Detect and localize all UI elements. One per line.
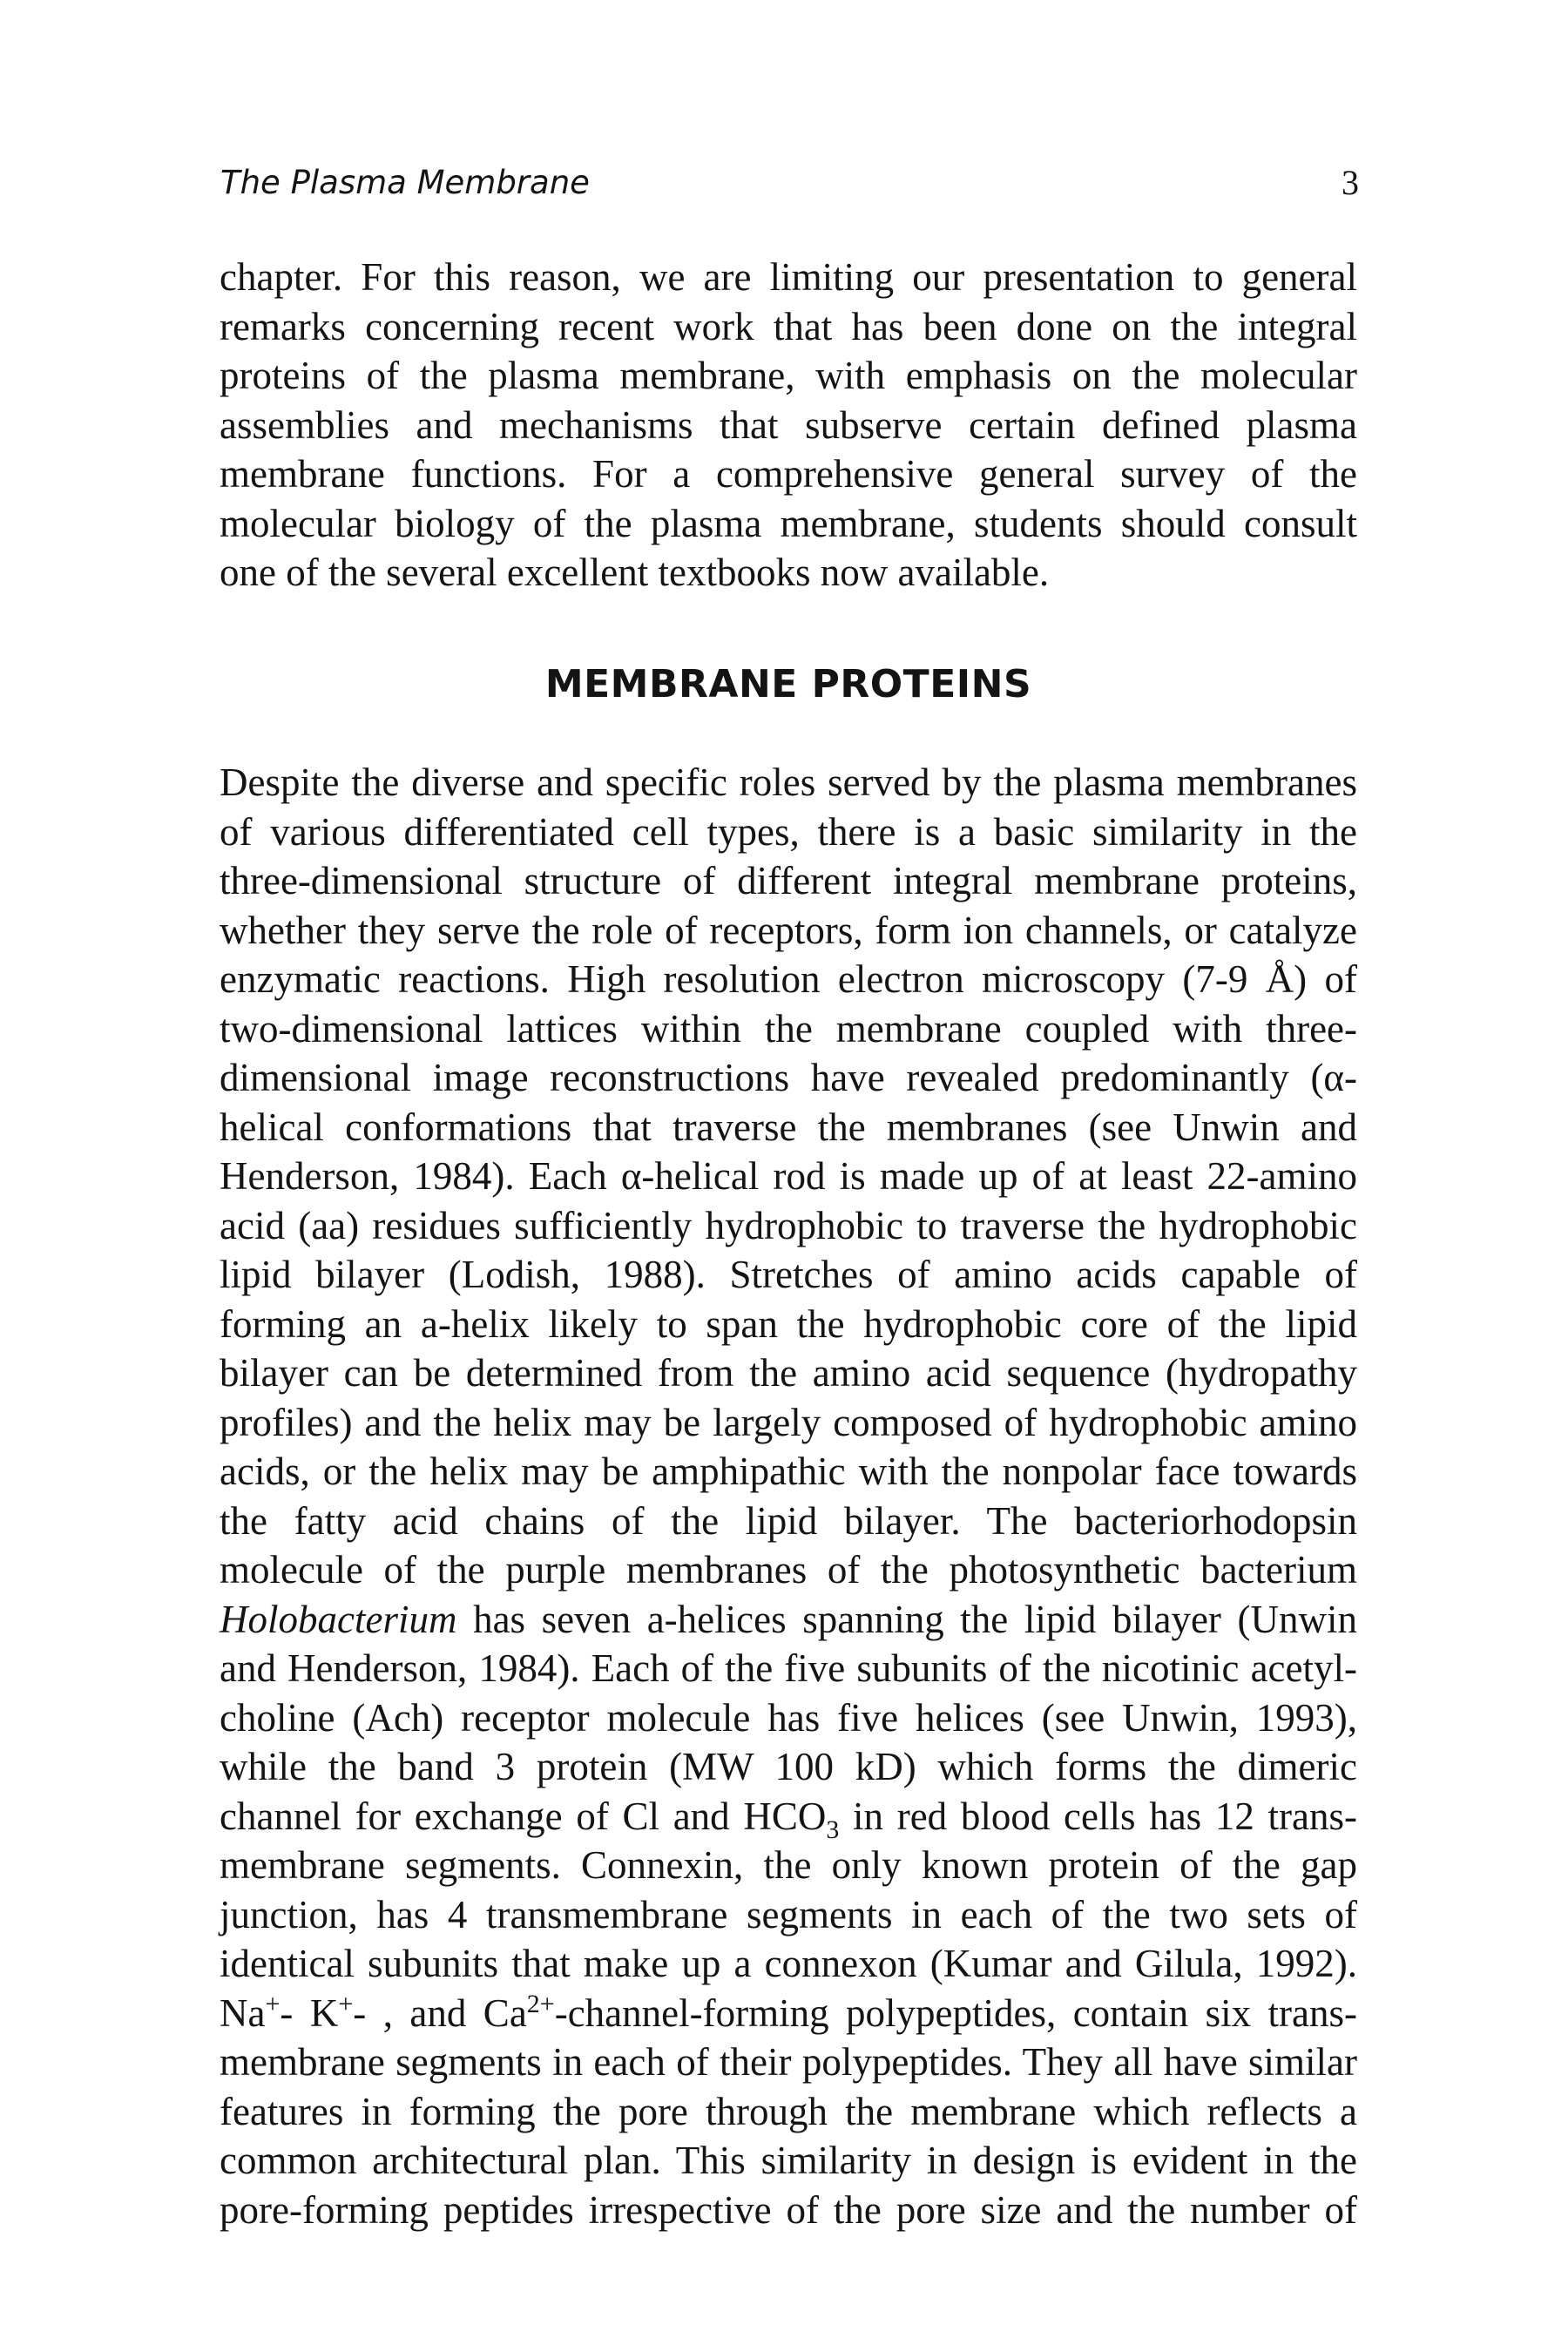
text-line: junction, has 4 transmembrane segments in each of the two sets of — [220, 1892, 1357, 1936]
text-line: whether they serve the role of receptors, form ion channels, or catalyze — [220, 908, 1357, 952]
text-line: pore-forming peptides irrespective of the pore size and the number of — [220, 2187, 1357, 2232]
text-fragment: Na — [220, 1990, 266, 2035]
text-line: three-dimensional structure of different integral membrane proteins, — [220, 859, 1357, 902]
text-line: assemblies and mechanisms that subserve certain defined plasma — [220, 402, 1357, 447]
text-line: features in forming the pore through the membrane which reflects a — [220, 2089, 1357, 2133]
text-fragment: in red blood cells has 12 trans- — [839, 1794, 1357, 1838]
text-line: bilayer can be determined from the amino acid sequence (hydropathy — [220, 1351, 1357, 1395]
text-fragment: -channel-forming polypeptides, contain six trans- — [554, 1990, 1358, 2035]
text-fragment: - , and Ca — [353, 1990, 527, 2035]
intro-paragraph — [220, 253, 1357, 598]
text-fragment: channel for exchange of Cl and HCO — [220, 1794, 827, 1838]
text-line: Henderson, 1984). Each α-helical rod is made up of at least 22-amino — [220, 1154, 1357, 1198]
text-line: membrane segments. Connexin, the only known protein of the gap — [220, 1843, 1357, 1887]
text-line: acid (aa) residues sufficiently hydrophobic to traverse the hydrophobic — [220, 1203, 1357, 1247]
subscript: 3 — [826, 1815, 840, 1844]
superscript: 2+ — [526, 1989, 555, 2018]
text-line: helical conformations that traverse the membranes (see Unwin and — [220, 1105, 1357, 1149]
text-line: and Henderson, 1984). Each of the five subunits of the nicotinic acetyl- — [220, 1646, 1357, 1690]
text-line-with-italic — [220, 1595, 1357, 1645]
text-line: membrane segments in each of their polypeptides. They all have similar — [220, 2040, 1357, 2084]
text-line: molecular biology of the plasma membrane, students should consult — [220, 501, 1357, 545]
text-line: two-dimensional lattices within the membrane coupled with three- — [220, 1006, 1357, 1051]
text-line: remarks concerning recent work that has been done on the integral — [220, 304, 1357, 348]
text-line: dimensional image reconstructions have revealed predominantly (α- — [220, 1056, 1357, 1099]
text-line: enzymatic reactions. High resolution electron microscopy (7-9 Å) of — [220, 957, 1357, 1001]
text-line: identical subunits that make up a connexon (Kumar and Gilula, 1992). — [220, 1942, 1357, 1985]
text-line: lipid bilayer (Lodish, 1988). Stretches of amino acids capable of — [220, 1253, 1357, 1296]
section-heading: MEMBRANE PROTEINS — [544, 662, 1032, 706]
text-line: chapter. For this reason, we are limiting our presentation to general — [220, 255, 1357, 299]
italic-genus-name: Holobacterium — [220, 1597, 457, 1641]
text-line: acids, or the helix may be amphipathic with the nonpolar face towards — [220, 1450, 1357, 1493]
text-line: the fatty acid chains of the lipid bilayer. The bacteriorhodopsin — [220, 1498, 1357, 1543]
superscript: + — [338, 1989, 354, 2018]
text-line: while the band 3 protein (MW 100 kD) which forms the dimeric — [220, 1745, 1357, 1788]
running-head: The Plasma Membrane — [220, 164, 590, 201]
superscript: + — [265, 1989, 280, 2018]
text-line: molecule of the purple membranes of the photosynthetic bacterium — [220, 1548, 1357, 1592]
text-line: membrane functions. For a comprehensive general survey of the — [220, 452, 1357, 496]
text-line: Despite the diverse and specific roles served by the plasma membranes — [220, 760, 1357, 804]
text-line: choline (Ach) receptor molecule has five helices (see Unwin, 1993), — [220, 1695, 1357, 1740]
text-line-with-subscript — [220, 1792, 1357, 1842]
text-line-with-superscripts — [220, 1989, 1357, 2038]
text-line: forming an a-helix likely to span the hydrophobic core of the lipid — [220, 1301, 1357, 1346]
text-line: profiles) and the helix may be largely composed of hydrophobic amino — [220, 1400, 1357, 1444]
page-number: 3 — [1342, 163, 1359, 202]
text-line: common architectural plan. This similarity in design is evident in the — [220, 2139, 1357, 2182]
text-line: one of the several excellent textbooks now available. — [220, 551, 1050, 594]
text-fragment: - K — [280, 1990, 339, 2035]
body-paragraph — [220, 758, 1357, 2234]
text-line: of various differentiated cell types, there is a basic similarity in the — [220, 809, 1357, 854]
text-fragment: has seven a-helices spanning the lipid bilayer (Unwin — [456, 1597, 1357, 1641]
text-line: proteins of the plasma membrane, with emphasis on the molecular — [220, 354, 1357, 397]
